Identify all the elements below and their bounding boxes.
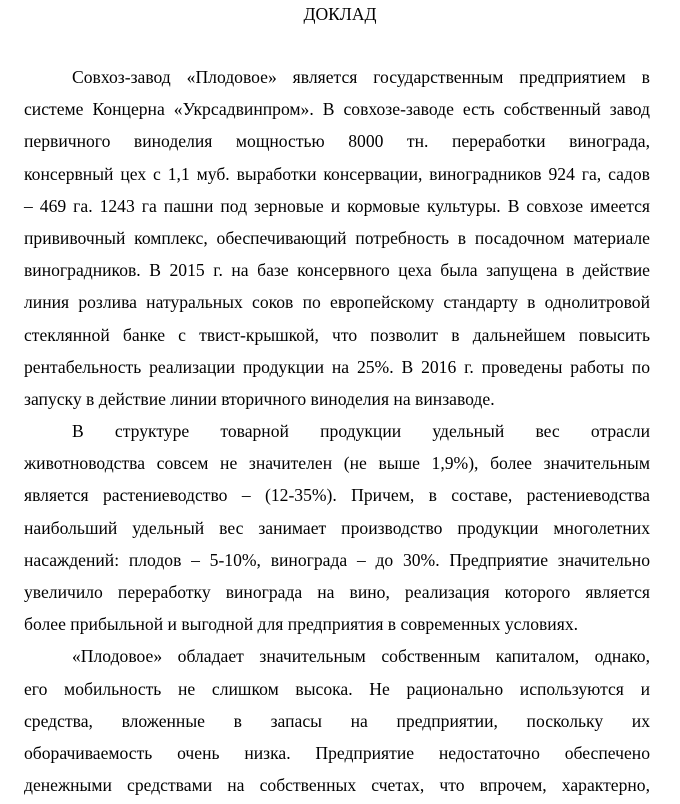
text-line: «Плодовое» обладает значительным собственным капиталом, однако,: [72, 646, 650, 667]
text-line: виноградников. В 2015 г. на базе консервного цеха была запущена в действие: [24, 260, 650, 281]
text-line: системе Концерна «Укрсадвинпром». В совхозе-заводе есть собственный завод: [24, 99, 650, 120]
text-line: средства, вложенные в запасы на предприятии, поскольку их: [24, 710, 650, 731]
text-line: наибольший удельный вес занимает производство продукции многолетних: [24, 517, 650, 538]
text-line: рентабельность реализации продукции на 25%. В 2016 г. проведены работы по: [24, 356, 650, 377]
text-line: увеличило переработку винограда на вино, реализация которого является: [24, 582, 650, 602]
text-line: денежными средствами на собственных счетах, что впрочем, характерно,: [24, 775, 650, 796]
text-line: В структуре товарной продукции удельный вес отрасли: [72, 421, 650, 442]
text-line: запуску в действие линии вторичного виноделия на винзаводе.: [24, 388, 495, 409]
text-line: животноводства совсем не значителен (не выше 1,9%), более значительным: [24, 453, 650, 474]
text-line: является растениеводство – (12-35%). Причем, в составе, растениеводства: [24, 485, 650, 506]
text-line: консервный цех с 1,1 муб. выработки консервации, виноградников 924 га, садов: [24, 163, 650, 184]
document-title: ДОКЛАД: [303, 4, 377, 24]
paragraph-2: [24, 415, 650, 640]
text-line: стеклянной банке с твист-крышкой, что позволит в дальнейшем повысить: [24, 324, 650, 345]
text-line: прививочный комплекс, обеспечивающий потребность в посадочном материале: [24, 227, 650, 248]
text-line: Совхоз-завод «Плодовое» является государственным предприятием в: [72, 67, 650, 87]
text-line: его мобильность не слишком высока. Не рационально используются и: [24, 678, 650, 699]
text-line: линия розлива натуральных соков по европейскому стандарту в однолитровой: [24, 292, 650, 313]
paragraph-3: [24, 640, 650, 801]
paragraph-1: [24, 61, 650, 415]
text-line: оборачиваемость очень низка. Предприятие недостаточно обеспечено: [24, 742, 650, 763]
text-line: первичного виноделия мощностью 8000 тн. переработки винограда,: [24, 131, 650, 152]
document-body: [24, 61, 650, 801]
text-line: – 469 га. 1243 га пашни под зерновые и кормовые культуры. В совхозе имеется: [24, 195, 650, 216]
text-line: насаждений: плодов – 5-10%, винограда – до 30%. Предприятие значительно: [24, 549, 650, 570]
text-line: более прибыльной и выгодной для предприятия в современных условиях.: [24, 614, 579, 635]
